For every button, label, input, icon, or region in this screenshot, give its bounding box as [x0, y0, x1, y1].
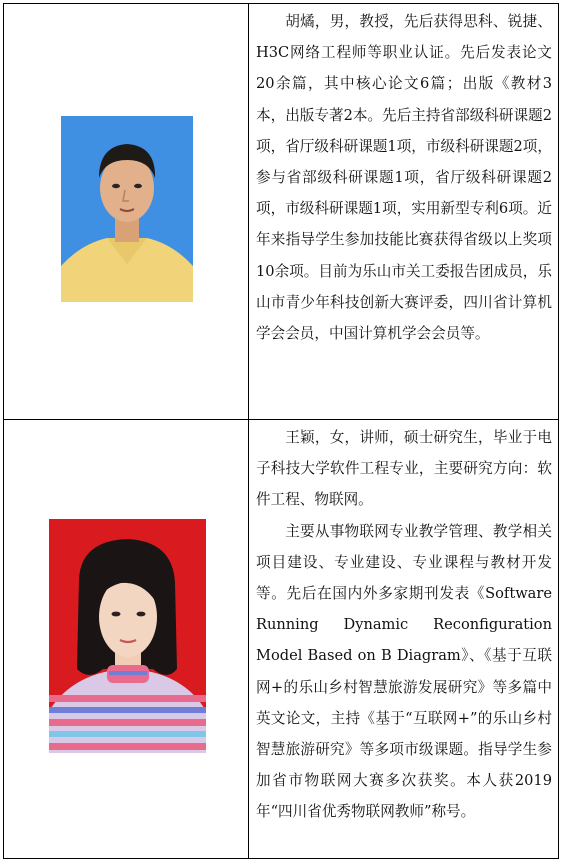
row-divider	[3, 419, 559, 420]
bio-paragraph: 主要从事物联网专业教学管理、教学相关项目建设、专业建设、专业课程与教材开发等。先后在国内外多家期刊发表《Software Running Dynamic Reconfiguration Model Based on B Diagram》、《基于互联网+的乐山乡村智慧旅游发展研究》等多篇中英文论文，主持《基于“互联网+”的乐山乡村智慧旅游研究》等多项市级课题。指导学生参加省市物联网大赛多次获奖。本人获2019年“四川省优秀物联网教师”称号。	[256, 522, 552, 821]
portrait-photo-female	[49, 519, 206, 753]
column-divider	[248, 3, 249, 859]
bio-paragraph: 王颖，女，讲师，硕士研究生，毕业于电子科技大学软件工程专业，主要研究方向：软件工程、物联网。	[256, 429, 552, 509]
profile-table-page	[3, 3, 559, 859]
portrait-photo-male	[61, 116, 193, 302]
bio-paragraph: 胡燏，男，教授，先后获得思科、锐捷、H3C网络工程师等职业认证。先后发表论文20余篇，其中核心论文6篇；出版《教材3本，出版专著2本。先后主持省部级科研课题2项，省厅级科研课题1项，市级科研课题2项，参与省部级科研课题1项，省厅级科研课题2项，市级科研课题1项，实用新型专利6项。近年来指导学生参加技能比赛获得省级以上奖项10余项。目前为乐山市关工委报告团成员，乐山市青少年科技创新大赛评委，四川省计算机学会会员，中国计算机学会会员等。	[256, 13, 552, 343]
bio-text-row-2	[256, 422, 552, 828]
bio-text-row-1	[256, 6, 552, 349]
